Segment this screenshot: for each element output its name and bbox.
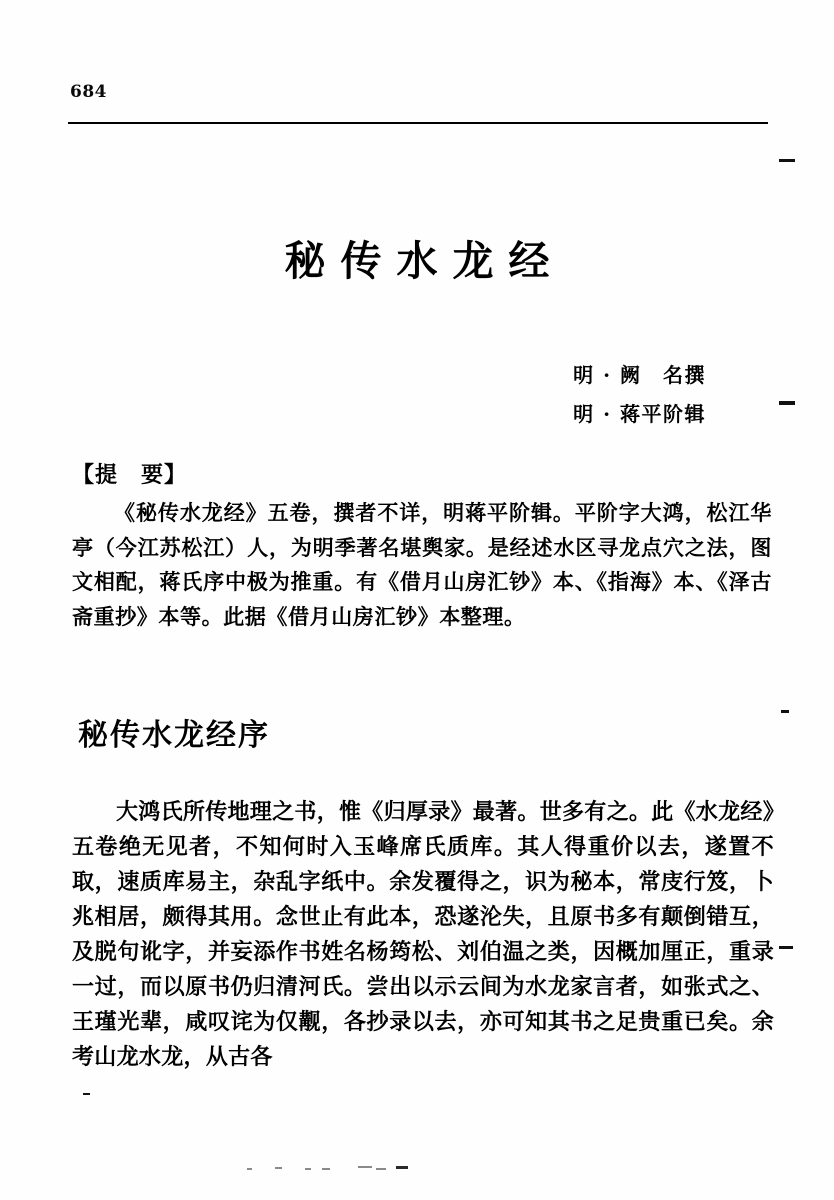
section-heading: 秘传水龙经序 bbox=[78, 718, 270, 753]
attribution-author: 明 · 阙 名撰 bbox=[573, 363, 706, 387]
preface-paragraph: 大鸿氏所传地理之书，惟《归厚录》最著。世多有之。此《水龙经》五卷绝无见者，不知何时入玉峰席氏质库。其人得重价以去，遂置不取，速质库易主，杂乱字纸中。余发覆得之，识为秘本，常庋行笈，卜兆相居，颇得其用。念世止有此本，恐遂沦失，且原书多有颠倒错互，及脱句讹字，并妄添作书姓名杨筠松、刘伯温之类，因概加厘正，重录一过，而以原书仍归清河氏。尝出以示云间为水龙家言者，如张式之、王瑾光辈，咸叹诧为仅觏，各抄录以去，亦可知其书之足贵重已矣。余考山龙水龙，从古各 bbox=[72, 799, 775, 1070]
document-title: 秘传水龙经 bbox=[284, 237, 565, 285]
abstract-paragraph: 《秘传水龙经》五卷，撰者不详，明蒋平阶辑。平阶字大鸿，松江华亭（今江苏松江）人，为明季著名堪舆家。是经述水区寻龙点穴之法，图文相配，蒋氏序中极为推重。有《借月山房汇钞》本、《指海》本、《泽古斋重抄》本等。此据《借月山房汇钞》本整理。 bbox=[72, 500, 772, 629]
page-number: 684 bbox=[70, 82, 107, 102]
attribution-editor: 明 · 蒋平阶辑 bbox=[573, 402, 706, 426]
abstract-label: 【提 要】 bbox=[72, 462, 188, 488]
